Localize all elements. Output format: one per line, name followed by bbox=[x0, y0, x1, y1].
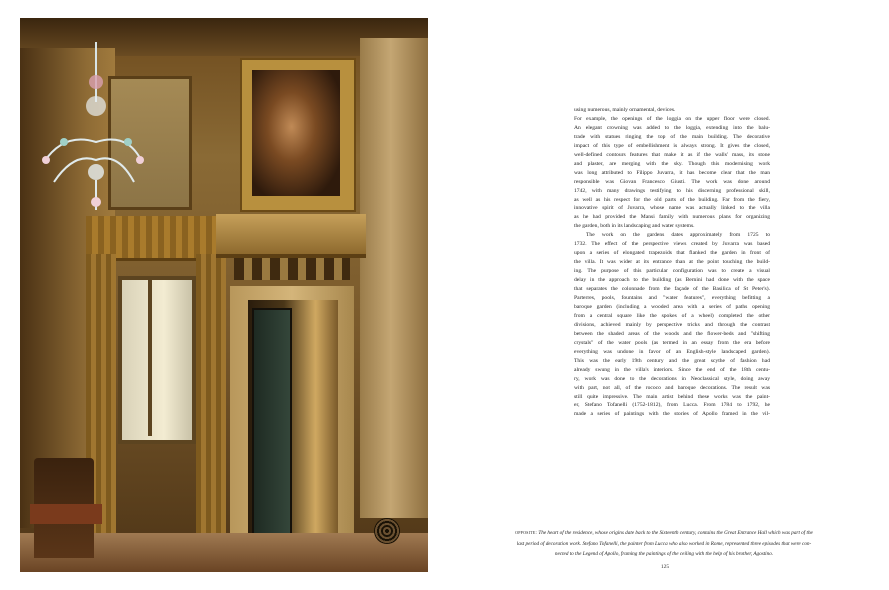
body-text-line: already swung in the villa's interiors. Since the end of the 18th centu- bbox=[574, 366, 770, 373]
body-text-line: upon a series of elongated trapezoids that flanked the garden in front of bbox=[574, 250, 770, 257]
caption-label: opposite: bbox=[515, 530, 538, 536]
body-text-line: everything was undone in favor of an English-style landscaped garden). bbox=[574, 348, 770, 355]
door-leaf bbox=[252, 308, 292, 536]
body-text-line: For example, the openings of the loggia on the upper floor were closed. bbox=[574, 115, 770, 122]
body-text-line: the villa. It was wider at its entrance than at the point touching the build- bbox=[574, 259, 770, 266]
body-text-line: using numerous, mainly ornamental, devices. bbox=[574, 107, 676, 113]
body-text-line: the garden, both in its landscaping and water systems. bbox=[574, 223, 695, 230]
body-text-line: still quite impressive. The main artist behind these works was the paint- bbox=[574, 393, 770, 400]
body-text-line: er, Stefano Tofanelli (1752-1812), from Lucca. From 1784 to 1792, he bbox=[574, 402, 770, 409]
body-text-line: The work on the gardens dates approximately from 1725 to bbox=[586, 232, 770, 239]
body-text-line: from a central square like the spokes of a wheel) completed the other bbox=[574, 312, 770, 319]
window-mullion bbox=[148, 276, 152, 436]
door-frieze bbox=[234, 258, 350, 280]
body-text bbox=[574, 106, 770, 419]
body-text-line: Parterres, pools, fountains and "water features", everything befitting a bbox=[574, 295, 770, 302]
body-text-line: crystals" of the water pools (as termed in an essay from the era before bbox=[574, 339, 770, 346]
body-text-line: baroque garden (including a wooded area with a series of paths opening bbox=[574, 303, 770, 310]
body-text-line: trade with statues ringing the top of the main building. The decorative bbox=[574, 133, 770, 140]
body-text-line: well-defined contours features that make it as if the walls' mass, its stone bbox=[574, 151, 770, 158]
body-text-line: ing. The purpose of this particular configuration was to create a visual bbox=[574, 268, 770, 275]
body-text-line: delay in the approach to the building (as Bernini had done with the space bbox=[574, 277, 770, 284]
body-text-line: between the shaded areas of the woods and the flower-beds and "shifting bbox=[574, 330, 770, 337]
floor-vent bbox=[374, 518, 400, 544]
interior-photograph bbox=[20, 18, 428, 572]
body-text-line: innovative spirit of Juvarra, whose name was actually linked to the villa bbox=[574, 205, 770, 212]
caption-line-1-text: The heart of the residence, whose origins date back to the Sixteenth century, contains the Great Entrance Hall which was part of the bbox=[538, 530, 813, 536]
framed-painting bbox=[252, 70, 340, 196]
body-text-line: was long attributed to Filippo Juvarra, it has become clear that the man bbox=[574, 169, 770, 176]
caption-line-3: nected to the Legend of Apollo, framing the paintings of the ceiling with the help of his brother, Agostino. bbox=[554, 551, 774, 558]
chair-seat bbox=[30, 504, 102, 524]
body-text-line: with part, not all, of the rococo and baroque decorations. The result was bbox=[574, 384, 770, 391]
body-text-line: This was the early 19th century and the great scythe of fashion had bbox=[574, 357, 770, 364]
door-pediment bbox=[216, 214, 366, 258]
page-number: 125 bbox=[660, 564, 670, 570]
caption-line-1 bbox=[506, 528, 822, 539]
curtain-right bbox=[196, 254, 226, 544]
body-text-line: divisions, achieved mainly by perspective tricks and through the contrast bbox=[574, 321, 770, 328]
body-text-line: that separates the colonnade from the façade of the Basilica of St Peter's). bbox=[574, 286, 770, 293]
body-text-line: 1742, with many drawings testifying to his discerning professional skill, bbox=[574, 187, 770, 194]
body-text-line: made a series of paintings with the stories of Apollo framed in the vil- bbox=[574, 411, 770, 418]
body-text-line: responsible was Giovan Francesco Giusti. The work was done around bbox=[574, 178, 770, 185]
window bbox=[118, 276, 196, 444]
caption-line-2: last period of decoration work. Stefano Tofanelli, the painter from Lucca who also worked in Rome, represented three episodes that were con- bbox=[516, 540, 812, 547]
body-text-line: 1732. The effect of the perspective views created by Juvarra was based bbox=[574, 241, 770, 248]
chandelier-icon bbox=[34, 42, 144, 214]
body-text-line: and plaster, are merging with the sky. Though this modernising work bbox=[574, 160, 770, 167]
body-text-line: An elegant crowning was added to the loggia, extending into the balu- bbox=[574, 124, 770, 131]
body-text-line: impact of this type of embellishment is always strong. It gives the closed, bbox=[574, 142, 770, 149]
body-text-line: ry, work was done to the decorations in Neoclassical style, doing away bbox=[574, 375, 770, 382]
body-text-line: as well as his respect for the old parts of the building. Far from the fiery, bbox=[574, 196, 770, 203]
carved-pilaster bbox=[360, 38, 428, 518]
body-text-line: as he had provided the Mansi family with numerous plans for organizing bbox=[574, 214, 770, 221]
photo-caption bbox=[506, 528, 822, 560]
